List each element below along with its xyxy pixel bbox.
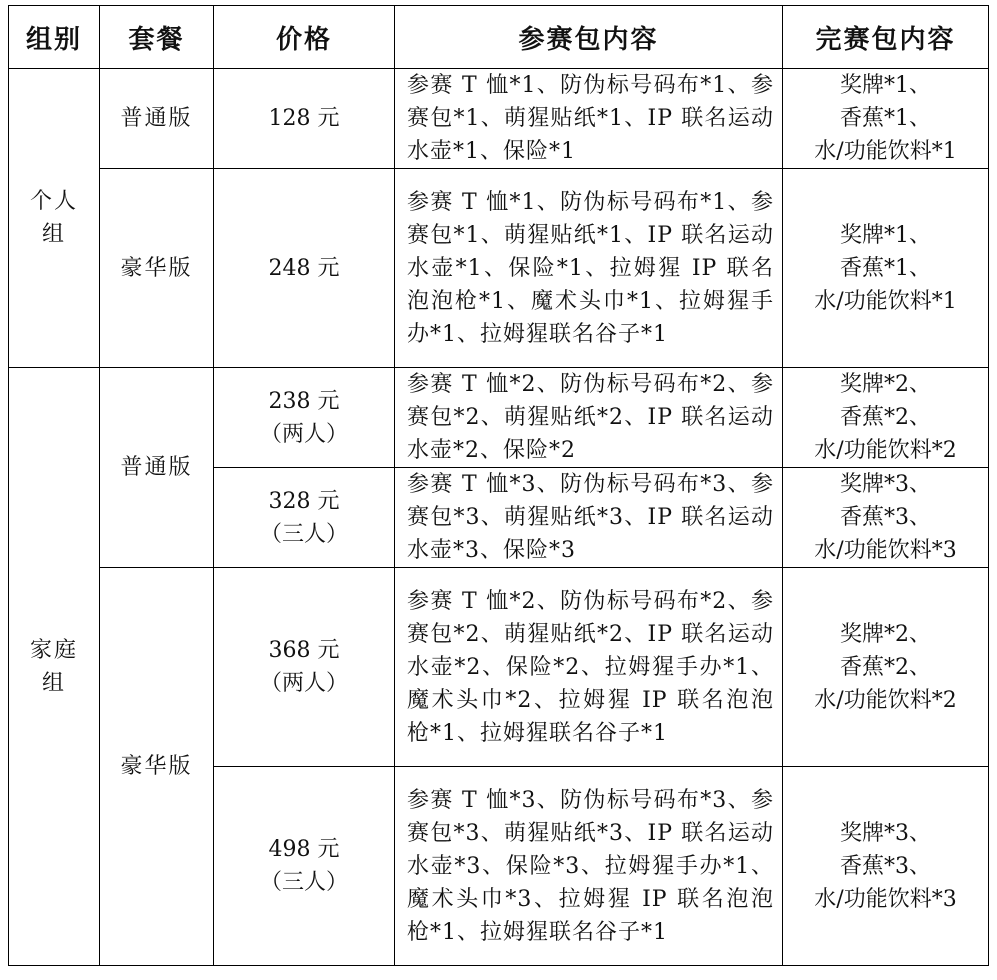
finish-medal: 奖牌*3、 — [840, 472, 931, 497]
price-cell — [214, 169, 395, 368]
finish-drink: 水/功能饮料*2 — [814, 438, 957, 463]
finish-kit-cell — [783, 69, 989, 169]
finish-drink: 水/功能饮料*2 — [814, 687, 957, 713]
finish-drink: 水/功能饮料*1 — [814, 139, 957, 164]
package-cell: 豪华版 — [100, 169, 214, 368]
finish-banana: 香蕉*3、 — [840, 853, 931, 879]
package-cell: 普通版 — [100, 368, 214, 568]
price-value: 328 元 — [268, 488, 340, 514]
finish-drink: 水/功能饮料*3 — [814, 886, 957, 912]
table-header-row — [9, 6, 989, 69]
finish-banana: 香蕉*2、 — [840, 654, 931, 680]
price-cell — [214, 69, 395, 169]
price-cell — [214, 568, 395, 767]
price-value: 368 元 — [268, 638, 340, 663]
finish-drink: 水/功能饮料*1 — [814, 288, 957, 314]
package-cell: 豪华版 — [100, 568, 214, 966]
table-row — [9, 169, 989, 368]
group-cell-family — [9, 368, 100, 966]
finish-medal: 奖牌*2、 — [840, 621, 931, 647]
finish-medal: 奖牌*3、 — [840, 820, 931, 846]
price-cell — [214, 368, 395, 468]
price-cell — [214, 767, 395, 966]
finish-banana: 香蕉*2、 — [840, 405, 931, 430]
price-value: 238 元 — [268, 388, 340, 414]
header-price: 价格 — [214, 6, 395, 69]
finish-kit-cell — [783, 468, 989, 568]
finish-kit-cell — [783, 169, 989, 368]
price-people: （三人） — [259, 521, 348, 547]
race-kit-cell: 参赛 T 恤*1、防伪标号码布*1、参赛包*1、萌猩贴纸*1、IP 联名运动水壶*1、保险*1 — [395, 69, 783, 169]
race-kit-cell: 参赛 T 恤*2、防伪标号码布*2、参赛包*2、萌猩贴纸*2、IP 联名运动水壶*2、保险*2、拉姆猩手办*1、魔术头巾*2、拉姆猩 IP 联名泡泡枪*1、拉姆猩联名谷子*1 — [395, 568, 783, 767]
price-value: 128 元 — [268, 106, 340, 131]
table-row — [9, 69, 989, 169]
price-value: 498 元 — [268, 837, 340, 862]
finish-banana: 香蕉*1、 — [840, 255, 931, 281]
price-people: （两人） — [259, 421, 348, 447]
group-label: 家庭组 — [29, 637, 78, 696]
finish-drink: 水/功能饮料*3 — [814, 538, 957, 563]
finish-banana: 香蕉*1、 — [840, 106, 931, 131]
finish-medal: 奖牌*1、 — [840, 73, 931, 98]
finish-kit-cell — [783, 568, 989, 767]
race-kit-cell: 参赛 T 恤*3、防伪标号码布*3、参赛包*3、萌猩贴纸*3、IP 联名运动水壶*3、保险*3、拉姆猩手办*1、魔术头巾*3、拉姆猩 IP 联名泡泡枪*1、拉姆猩联名谷子*1 — [395, 767, 783, 966]
finish-medal: 奖牌*1、 — [840, 222, 931, 248]
group-label: 个人组 — [29, 189, 78, 247]
finish-kit-cell — [783, 368, 989, 468]
header-group: 组别 — [9, 6, 100, 69]
pricing-table — [8, 5, 989, 966]
package-cell: 普通版 — [100, 69, 214, 169]
race-kit-cell: 参赛 T 恤*2、防伪标号码布*2、参赛包*2、萌猩贴纸*2、IP 联名运动水壶*2、保险*2 — [395, 368, 783, 468]
header-finish-kit: 完赛包内容 — [783, 6, 989, 69]
price-people: （三人） — [259, 870, 348, 895]
finish-medal: 奖牌*2、 — [840, 372, 931, 397]
finish-banana: 香蕉*3、 — [840, 505, 931, 530]
table-row — [9, 568, 989, 767]
price-cell — [214, 468, 395, 568]
header-package: 套餐 — [100, 6, 214, 69]
table-row — [9, 368, 989, 468]
price-people: （两人） — [259, 671, 348, 696]
finish-kit-cell — [783, 767, 989, 966]
race-kit-cell: 参赛 T 恤*3、防伪标号码布*3、参赛包*3、萌猩贴纸*3、IP 联名运动水壶*3、保险*3 — [395, 468, 783, 568]
header-race-kit: 参赛包内容 — [395, 6, 783, 69]
race-kit-cell: 参赛 T 恤*1、防伪标号码布*1、参赛包*1、萌猩贴纸*1、IP 联名运动水壶*1、保险*1、拉姆猩 IP 联名泡泡枪*1、魔术头巾*1、拉姆猩手办*1、拉姆猩联名谷子*1 — [395, 169, 783, 368]
group-cell-individual — [9, 69, 100, 368]
price-value: 248 元 — [268, 255, 340, 281]
